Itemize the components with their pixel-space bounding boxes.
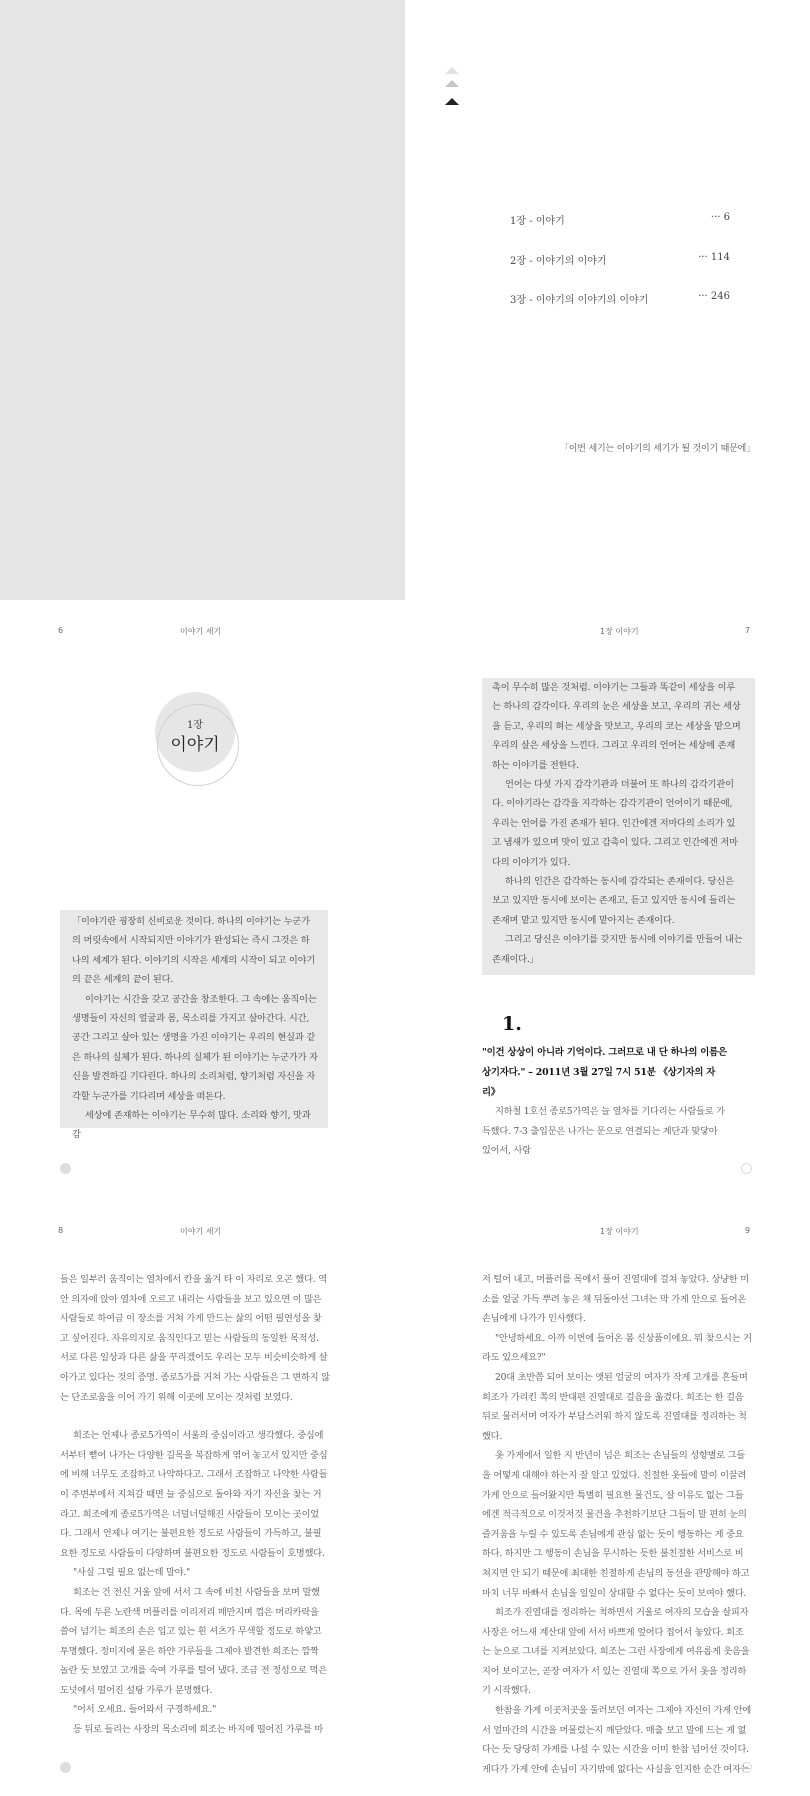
running-header: 이야기 세기 [180,1227,222,1236]
chapter-intro-box [60,910,328,1141]
page-number: 6 [58,626,64,635]
body-text [482,1102,728,1161]
paragraph: "어서 오세요. 들어와서 구경하세요." [73,1704,217,1716]
toc-item-page: ··· 246 [698,291,730,302]
toc-item-label: 2장 - 이야기의 이야기 [510,256,607,267]
chapter-label: 1장 [186,720,204,731]
body-text [482,1270,752,1779]
section-number: 1. [502,1013,522,1035]
page-number: 8 [58,1226,64,1235]
toc-item[interactable] [510,291,730,306]
page-dot-icon [741,1762,752,1773]
paragraph: 희조가 진열대를 정리하는 척하면서 거울로 여자의 모습을 살피자 사장은 어느새 계산대 앞에 서서 바쁘게 엎어다 접어서 놓았다. 희조는 눈으로 그녀를 지켜보았다. 희조는 그런 사장에게 여유롭게 웃음을 지어 보이고는, 곧장 여자가 서 있는 진열대 쪽으로 가서 옷을 정리하기 시작했다. [482,1607,750,1697]
running-header: 이야기 세기 [180,627,222,636]
paragraph: "사실 그럴 필요 없는데 말야." [73,1567,191,1579]
toc-item-page: ··· 114 [698,252,730,263]
paragraph: 희조는 건 전신 거울 앞에 서서 그 속에 비친 사람들을 보며 말했다. 목에 두른 노란색 머플러를 이리저리 매만지며 껍은 머리카락을 쓸어 넘기는 희조의 손은 입고 있는 흰 셔츠가 무색할 정도로 하얗고 투명했다. 정미지에 묻은 하얀 가루들을 그제야 발견한 희조는 깜짝 놀란 듯 보였고 고개를 숙여 가루를 털어 냈다. 조금 전 정성으로 먹은 도넛에서 떨어진 설탕 가루가 분명했다. [60,1586,327,1696]
paragraph: 들은 일부러 움직이는 열차에서 칸을 옮겨 타 이 자리로 오곤 했다. 역 안 의자에 앉아 열차에 오르고 내리는 사람들을 보고 있으면 이 많은 사람들로 하여금 이 장소를 거쳐 가게 만드는 삶의 어떤 필연성을 찾고 싶어진다. 자유의지로 움직인다고 믿는 사람들의 동일한 목적성. 서로 다른 일상과 다른 삶을 꾸리겠어도 우리는 모두 비슷비슷하게 살아가고 있다는 것의 증명. 종로5가를 거쳐 가는 사람들은 그 변하지 않는 단조로움을 이어 가기 위해 이곳에 모이는 것처럼 보였다. [60,1274,330,1403]
page-number: 9 [745,1226,751,1235]
toc-item[interactable] [510,212,730,227]
chapter-title: 이야기 [170,735,220,755]
toc-item-page: ··· 6 [710,212,730,223]
triangle-icon [445,98,459,105]
chapter-intro-box [482,678,755,975]
paragraph: 하나의 인간은 감각하는 동시에 감각되는 존재이다. 당신은 보고 있지만 동시에 보이는 존재고, 듣고 있지만 동시에 들리는 존재며 맡고 있지만 동시에 맡아지는 존재이다. [492,876,736,926]
paragraph: 지하철 1호선 종로5가역은 늘 열차를 기다리는 사람들로 가득했다. 7-3 출입문은 나가는 문으로 연결되는 계단과 맞닿아 있어서, 사람 [482,1106,725,1157]
running-header: 1장 이야기 [600,1227,639,1236]
paragraph: "안녕하세요. 아까 이번에 들어온 봄 신상품이에요. 뭐 찾으시는 거라도 있으세요?" [482,1332,752,1364]
section-quote: "이건 상상이 아니라 기억이다. 그러므로 내 단 하나의 이름은 상기자다." – 2011년 3월 27일 7시 51분 《상기자의 자리》 [482,1047,727,1098]
paragraph: 한참을 가게 이곳저곳을 둘러보던 여자는 그제야 자신이 가게 안에서 얼마간의 시간을 머물렀는지 깨닫았다. 매출 보고 말에 드는 게 없다는 듯 당당히 가게를 나설 수 있는 시간을 이미 한참 넘어선 것이다. 게다가 가게 안에 손님이 자기밖에 없다는 사실을 인지한 순간 여자는 [482,1705,751,1775]
paragraph: 「이야기란 굉장히 신비로운 것이다. 하나의 이야기는 누군가의 머릿속에서 시작되지만 이야기가 완성되는 즉시 그것은 하나의 세계가 된다. 이야기의 시작은 세계의 시작이 되고 이야기의 끝은 세계의 끝이 된다. [72,916,316,986]
paragraph: 희조는 언제나 종로5가역이 서울의 중심이라고 생각했다. 중심에서부터 뻗어 나가는 다양한 길목을 복잡하게 엮어 놓고서 있지만 중심에 비해 너무도 조잡하고 나약하다고. 그래서 조잡하고 나약한 사람들이 주변부에서 지쳐갈 때면 늘 중심으로 돌아와 자기 자신을 찾는 거라고. 희조에게 종로5가역은 너덜너덜해진 사람들이 모이는 곳이었다. 그래서 언제나 여기는 불편요한 정도로 사람들이 가득하고, 불필요한 정도로 사람들이 다양하며 불편요한 정도로 사람들이 호명했다. [60,1430,328,1559]
page-dot-icon [60,1163,71,1174]
page-dot-icon [60,1762,71,1773]
paragraph: 저 털어 내고, 머플러를 목에서 풀어 진열대에 걸쳐 놓았다. 상냥한 미소를 얼굴 가득 뿌려 놓은 채 뒤돌아선 그녀는 막 가게 안으로 들어온 손님에게 나가가 인사했다. [482,1274,749,1325]
triangle-icon [445,67,459,74]
paragraph: 그리고 당신은 이야기를 갖지만 동시에 이야기를 만들어 내는 존재이다.」 [492,934,743,965]
triangle-icon [445,80,459,87]
paragraph: 촉이 무수히 많은 것처럼. 이야기는 그들과 똑같이 세상을 이루는 하나의 감각이다. 우리의 눈은 세상을 보고, 우리의 귀는 세상을 듣고, 우리의 혀는 세상을 맛보고, 우리의 코는 세상을 맡으며 우리의 살은 세상을 느낀다. 그리고 우리의 언어는 세상에 존재하는 이야기를 전한다. [492,682,741,771]
paragraph: 20대 초반쯤 되어 보이는 앳된 얼굴의 여자가 작게 고개를 흔들며 희조가 가리킨 쪽의 반대편 진열대로 걸음을 옮겼다. 희조는 한 걸음 뒤로 물러서며 여자가 부담스러워 하지 않도록 진열대를 정리하는 척했다. [482,1371,748,1442]
epigraph: 「이번 세기는 이야기의 세기가 될 것이기 때문에」 [560,444,755,454]
toc-item-label: 1장 - 이야기 [510,216,565,227]
page-dot-icon [741,1163,752,1174]
toc-item[interactable] [510,252,730,267]
paragraph: 세상에 존재하는 이야기는 무수히 많다. 소리와 향기, 맛과 감 [72,1110,311,1141]
body-text [60,1270,330,1740]
paragraph: 등 뒤로 들리는 사장의 목소리에 희조는 바지에 떨어진 가루를 마 [73,1724,324,1736]
paragraph: 옷 가게에서 일한 지 반년이 넘은 희조는 손님들의 성향별로 그들을 어떻게 대해야 하는지 잘 알고 있었다. 친절한 옷들에 말이 이끌려 가게 안으로 들어왔지만 특별히 필요한 물건도, 살 이유도 없는 그들에겐 적극적으로 이것저것 물건을 추천하기보단 그들이 말 편히 눈의 즐거움을 누릴 수 있도록 손님에게 관심 없는 듯이 행동하는 게 중요하다. 하지만 그 행동이 손님을 무시하는 듯한 불친절한 서비스로 비쳐지면 안 되기 때문에 최대한 친절하게 손님의 동선을 관망해야 하고 마치 너무 바빠서 손님을 일일이 상대할 수 없다는 듯이 보여야 했다. [482,1450,750,1599]
paragraph: 언어는 다섯 가지 감각기관과 더불어 또 하나의 감각기관이다. 이야기라는 감각을 지각하는 감각기관이 언어이기 때문에, 우리는 언어를 가진 존재가 된다. 인간에겐 저마다의 소리가 있고 냄새가 있으며 맛이 있고 감촉이 있다. 그리고 인간에겐 저마다의 이야기가 있다. [492,779,738,868]
paragraph: 이야기는 시간을 갖고 공간을 창조한다. 그 속에는 움직이는 생명들이 자신의 얼굴과 몸, 목소리를 가지고 살아간다. 시간, 공간 그리고 살아 있는 생명을 가진 이야기는 우리의 현실과 같은 하나의 실체가 된다. 하나의 실체가 된 이야기는 누군가가 자신을 발견하길 기다린다. 하나의 소리처럼, 향기처럼 자신을 자각할 누군가를 기다리며 세상을 떠돈다. [72,993,318,1102]
blank-page [0,0,405,600]
toc-item-label: 3장 - 이야기의 이야기의 이야기 [510,295,649,306]
page-number: 7 [745,626,751,635]
running-header: 1장 이야기 [600,627,639,636]
